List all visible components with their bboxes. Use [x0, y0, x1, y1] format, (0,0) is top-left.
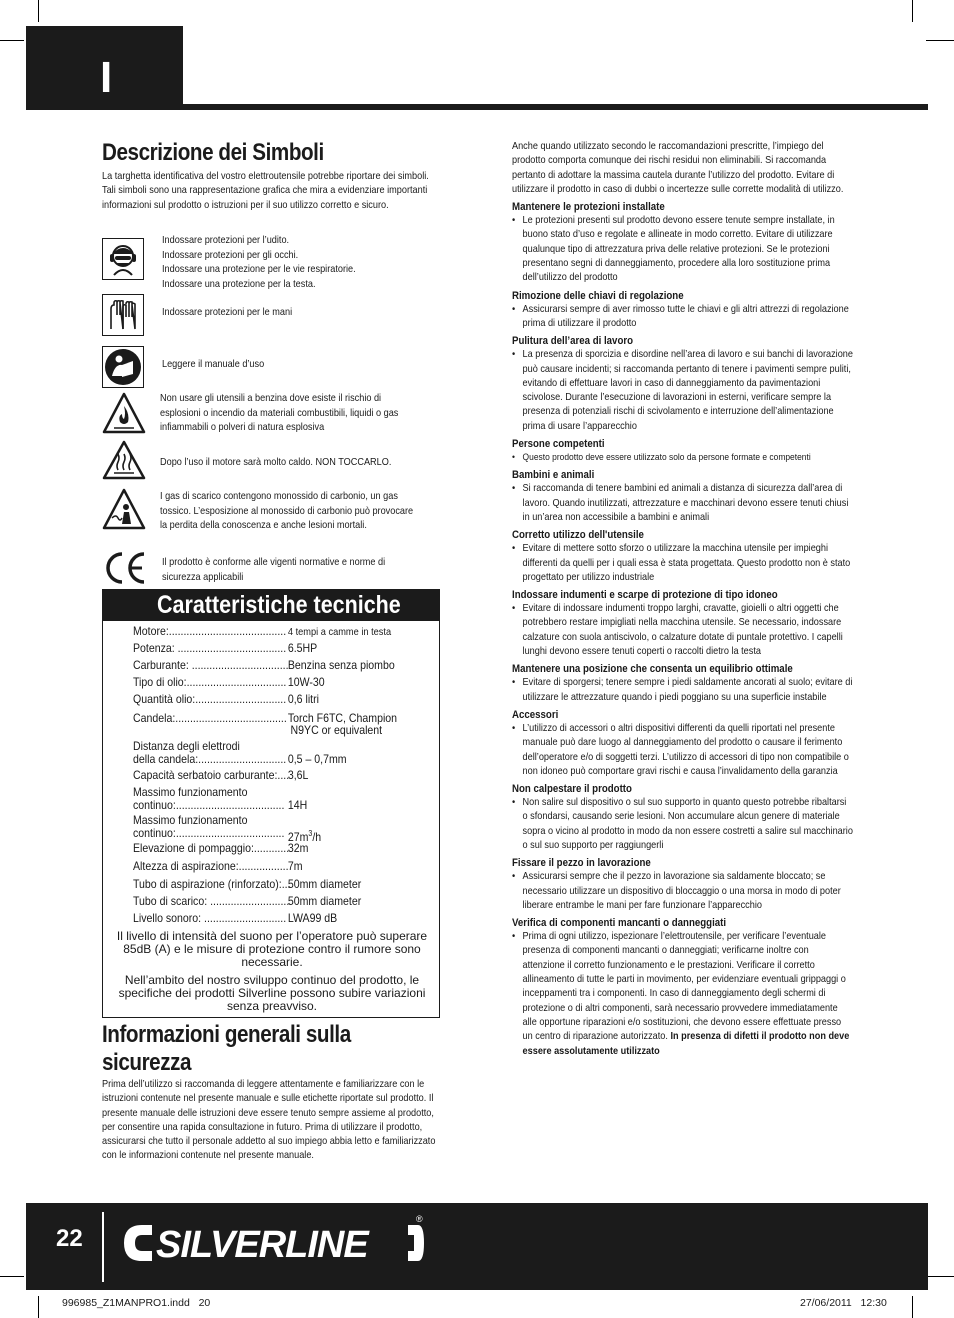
section-heading: Verifica di componenti mancanti o danneggiati: [512, 917, 727, 930]
spec-label-top: Distanza degli elettrodi: [133, 739, 240, 753]
spec-value: Benzina senza piombo: [287, 658, 395, 672]
silverline-logo: [118, 1213, 430, 1273]
symbol-line: esplosioni o incendio da materiali combustibili, liquidi o gas: [160, 407, 399, 419]
crop-mark: [0, 40, 24, 41]
footer-date-time: 27/06/2011 12:30: [800, 1297, 887, 1309]
spec-label: Livello sonoro: ............................: [133, 911, 287, 925]
symbol-line: Non usare gli utensili a benzina dove esiste il rischio di: [160, 393, 382, 404]
brand-wordmark: SILVERLINE: [156, 1224, 368, 1266]
symbol-description: [162, 306, 452, 321]
spec-value: 14H: [287, 798, 308, 812]
spec-label: Carburante: .................................: [133, 658, 289, 672]
spec-value: 10W-30: [287, 675, 325, 689]
crop-mark: [0, 1276, 24, 1277]
symbol-description: [160, 392, 450, 436]
symbol-line: sicurezza applicabili: [162, 571, 244, 583]
spec-row: [133, 711, 398, 737]
spec-value-suffix: /h: [312, 830, 322, 844]
specs-disclaimer: Nell’ambito del nostro sviluppo continuo del prodotto, le specifiche dei prodotti Silverline possono subire variazioni senza preavviso.: [118, 973, 426, 1013]
section-heading: Bambini e animali: [512, 469, 595, 482]
symbol-line: Indossare protezioni per l’udito.: [162, 235, 290, 246]
section-heading: Fissare il pezzo in lavorazione: [512, 857, 651, 870]
section-bullet-bold: In presenza di difetti il prodotto non deve essere assolutamente utilizzato: [522, 1031, 850, 1057]
spec-label: Capacità serbatoio carburante:....: [133, 768, 290, 782]
spec-row: [133, 659, 397, 672]
right-intro: Anche quando utilizzato secondo le raccomandazioni prescritte, l’impiego del prodotto comporta comunque dei rischi residui non eliminabili. Si raccomanda pertanto di adottare la massima cautela durante l’utilizzo del prodotto. Evitare di utilizzare il prodotto in caso di dubbi o incertezze sulle corrette modalità di utilizzo.: [512, 141, 844, 195]
section-bullet: [512, 930, 853, 1059]
spec-label: continuo:.....................................: [133, 798, 285, 812]
spec-label: della candela:..............................: [133, 752, 287, 766]
symbol-line: la perdita della conoscenza e anche lesioni mortali.: [160, 520, 367, 531]
section-bullet: • Assicurarsi sempre che il pezzo in lavorazione sia saldamente bloccato; se necessario utilizzare un dispositivo di bloccaggio o una morsa in modo di poter liberare entrambe le mani per fare funzionare l’apparecchio: [512, 870, 853, 913]
symbol-description: [162, 556, 452, 585]
spec-row: [133, 625, 397, 638]
spec-value-sup: 3: [308, 829, 313, 838]
spec-value: 0,5 – 0,7mm: [287, 752, 347, 766]
symbol-description: [160, 456, 450, 471]
specs-title: Caratteristiche tecniche: [157, 591, 401, 619]
symbol-line: infiammabili o polveri di natura esplosiva: [160, 422, 325, 433]
section-heading: Rimozione delle chiavi di regolazione: [512, 289, 684, 302]
section-bullet: • Assicurarsi sempre di aver rimosso tutte le chiavi e gli altri attrezzi di regolazione prima di utilizzare il prodotto: [512, 303, 853, 332]
specs-noise-note: Il livello di intensità del suono per l’operatore può superare 85dB (A) e le misure di protezione contro il rumore sono necessarie.: [116, 929, 428, 969]
spec-row: [133, 642, 397, 655]
spec-label: Potenza: .....................................: [133, 641, 287, 655]
section-bullet: • Questo prodotto deve essere utilizzato solo da persone formate e competenti: [512, 451, 853, 465]
crop-mark: [912, 1296, 913, 1318]
spec-label-top: Massimo funzionamento: [133, 785, 248, 799]
symbol-description: [162, 234, 452, 292]
section-bullet: • Le protezioni presenti sul prodotto devono essere tenute sempre installate, in buono stato d’uso e regolate e allineate in modo corretto. Evitare di utilizzare qualunque tipo di attrezzatura priva delle relative protezioni. Se le protezioni presentano segni di danneggiamento, procedere alla loro sostituzione prima dell’utilizzo del prodotto: [512, 214, 853, 285]
crop-mark: [38, 1296, 39, 1318]
symbol-line: I gas di scarico contengono monossido di carbonio, un gas: [160, 491, 398, 502]
spec-label: Altezza di aspirazione:.................: [133, 859, 289, 873]
footer-separator: [102, 1212, 104, 1282]
symbol-line: tossico. L’esposizione al monossido di carbonio può provocare: [160, 505, 414, 517]
spec-value: 32m: [287, 841, 309, 855]
header-rule: [183, 104, 928, 110]
symbols-intro: La targhetta identificativa del vostro elettroutensile potrebbe riportare dei simboli. Tali simboli sono una rappresentazione grafica che mira a evidenziare importanti informazioni sul prodotto o istruzioni per il suo utilizzo corretto e sicuro.: [102, 171, 429, 211]
hot-surface-icon: [102, 440, 146, 480]
section-heading: Corretto utilizzo dell'utensile: [512, 529, 644, 542]
crop-mark: [912, 0, 913, 22]
section-bullet: • Evitare di indossare indumenti troppo larghi, cravatte, gioielli o altri oggetti che potrebbero restare impigliati nella macchina utensile. Se necessario, indossare calzature con suola antiscivolo, o calzature dotate di puntale protettivo. I capelli lunghi devono essere tenuti coperti o raccolti dietro la testa: [512, 602, 853, 659]
spec-row: [133, 878, 397, 891]
symbol-line: Il prodotto è conforme alle vigenti normative e norme di: [162, 557, 386, 568]
crop-mark: [926, 40, 954, 41]
spec-row: [133, 676, 397, 689]
spec-label: Tubo di aspirazione (rinforzato):...: [133, 877, 291, 891]
general-safety-text: Prima dell’utilizzo si raccomanda di leggere attentamente e familiarizzare con le istruzioni contenute nel presente manuale e sulle etichette riportate sul prodotto. Il presente manuale delle istruzioni deve essere tenuto sempre assieme al prodotto, per consentire una rapida consultazione in futuro. Prima di utilizzare il prodotto, assicurarsi che tutto il personale addetto al suo impiego abbia letto e familiarizzato con le informazioni contenute nel presente manuale.: [102, 1079, 436, 1162]
explosion-warning-icon: [102, 392, 146, 434]
section-heading: Accessori: [512, 708, 559, 721]
general-safety-title: [102, 1021, 351, 1077]
section-heading: Mantenere le protezioni installate: [512, 201, 665, 214]
spec-row: [133, 786, 397, 812]
section-bullet-text: Prima di ogni utilizzo, ispezionare l’elettroutensile, per verificare l’eventuale presenza di componenti mancanti o danneggiati; verificarne inoltre con attenzione il corretto funzionamento e le prestazioni. Verificare il corretto allineamento di tutte le parti in movimento, per evidenziare eventuali grippaggi o inceppamenti tra i componenti. In caso di danneggiamento degli schermi di protezione o di altri componenti, sarà necessario provvedere immediatamente alle opportune riparazioni e/o sostituzioni, che devono essere effettuate presso un centro di riparazione autorizzato.: [522, 931, 846, 1043]
protective-gear-icon: [102, 238, 144, 280]
section-heading: Pulitura dell’area di lavoro: [512, 335, 634, 348]
spec-row: [133, 842, 397, 855]
read-manual-icon: [102, 346, 144, 388]
section-bullet: • Non salire sul dispositivo o sul suo supporto in quanto questo potrebbe ribaltarsi o sfondarsi, causando serie lesioni. Non accumulare alcun genere di materiale sopra o vicino al prodotto in modo da non essere costretti a salire sul macchinario o sul suo supporto per raggiungerli: [512, 796, 853, 853]
spec-row: [133, 895, 397, 908]
spec-row: [133, 860, 397, 873]
spec-label: Tubo di scarico: ...........................: [133, 894, 290, 908]
symbol-line: Leggere il manuale d’uso: [162, 359, 265, 370]
crop-mark: [38, 0, 39, 22]
specs-box: [102, 589, 440, 1018]
section-bullet: • Si raccomanda di tenere bambini ed animali a distanza di sicurezza dall’area di lavoro. Quando inutilizzati, attrezzature e macchinari devono essere tenuti chiusi in un’area non accessibile a bambini e animali: [512, 482, 853, 525]
spec-row: [133, 813, 397, 844]
spec-value-line2: N9YC or equivalent: [290, 723, 383, 737]
spec-row: [133, 912, 397, 925]
section-heading: Non calpestare il prodotto: [512, 783, 632, 796]
spec-label: Quantità olio:...............................: [133, 692, 287, 706]
general-safety-title-line: sicurezza: [102, 1049, 192, 1076]
specs-header: [103, 590, 439, 621]
language-letter: I: [100, 53, 113, 102]
spec-row: [133, 693, 397, 706]
toxic-fumes-icon: [102, 488, 146, 530]
crop-mark: [926, 1276, 954, 1277]
symbol-line: Indossare una protezione per la testa.: [162, 278, 316, 290]
symbol-line: Indossare protezioni per le mani: [162, 307, 293, 318]
spec-row: [133, 740, 397, 766]
section-bullet: • L’utilizzo di accessori o altri dispositivi differenti da quelli riportati nel presente manuale può dare luogo al danneggiamento del prodotto o causare il ferimento dell’operatore e/o di soggetti terzi. L’utilizzo di accessori di tipo non compatibile o non idoneo può comportare gravi rischi e causa l’invalidamento della garanzia: [512, 722, 853, 779]
spec-value: 6.5HP: [287, 641, 318, 655]
section-heading: Mantenere una posizione che consenta un equilibrio ottimale: [512, 663, 793, 676]
spec-value: 3,6L: [287, 768, 309, 782]
spec-label: Tipo di olio:..................................: [133, 675, 287, 689]
spec-value: 0,6 litri: [287, 692, 319, 706]
section-bullet: • La presenza di sporcizia e disordine nell’area di lavoro e sui banchi di lavorazione può causare incidenti; si raccomanda pertanto di tenere i pavimenti sempre puliti, evitando di effettuare lavori in caso di danneggiamento da pavimentazioni scivolose. Durante l’esecuzione di lavorazioni in esterni, verificare sempre la presenza di potenziali rischi di scivolamento e interruzione dell’alimentazione prima di usare l’apparecchio: [512, 348, 853, 434]
symbol-line: Dopo l’uso il motore sarà molto caldo. NON TOCCARLO.: [160, 457, 392, 468]
gloves-icon: [102, 294, 144, 336]
footer-file-name: 996985_Z1MANPRO1.indd 20: [62, 1297, 211, 1309]
spec-value-main: 27m: [287, 830, 309, 844]
spec-value: 50mm diameter: [287, 877, 362, 891]
symbol-line: Indossare protezioni per gli occhi.: [162, 249, 299, 261]
spec-value: 4 tempi a camme in testa: [287, 626, 392, 638]
spec-value: 50mm diameter: [287, 894, 362, 908]
symbol-line: Indossare una protezione per le vie respiratorie.: [162, 264, 356, 275]
section-bullet: • Evitare di sporgersi; tenere sempre i piedi saldamente ancorati al suolo; evitare di utilizzare le attrezzature quando i piedi poggiano su una superficie instabile: [512, 676, 853, 705]
symbol-description: [160, 490, 450, 534]
symbol-description: [162, 358, 452, 373]
section-bullet: • Evitare di mettere sotto sforzo o utilizzare la macchina utensile per impieghi differenti da quelli per i quali essa è stata progettata. Questo prodotto non è stato progettato per utilizzo industriale: [512, 542, 853, 585]
section-heading: Indossare indumenti e scarpe di protezione di tipo idoneo: [512, 589, 778, 602]
spec-label: Motore:........................................: [133, 624, 287, 638]
symbols-title: Descrizione dei Simboli: [102, 139, 324, 166]
spec-label: continuo:.....................................: [133, 826, 285, 840]
spec-row: [133, 769, 397, 782]
spec-value: 7m: [287, 859, 303, 873]
spec-value: LWA99 dB: [287, 911, 338, 925]
spec-value: Torch F6TC, Champion: [287, 711, 398, 725]
spec-label: Candela:......................................: [133, 711, 287, 725]
spec-label-top: Massimo funzionamento: [133, 813, 248, 827]
page-number: 22: [56, 1225, 83, 1252]
registered-mark: ®: [416, 1214, 423, 1224]
spec-label: Elevazione di pompaggio:............: [133, 841, 290, 855]
general-safety-title-line: Informazioni generali sulla: [102, 1021, 351, 1048]
ce-mark-icon: [102, 550, 148, 586]
section-heading: Persone competenti: [512, 438, 605, 451]
right-column: [512, 140, 853, 1059]
